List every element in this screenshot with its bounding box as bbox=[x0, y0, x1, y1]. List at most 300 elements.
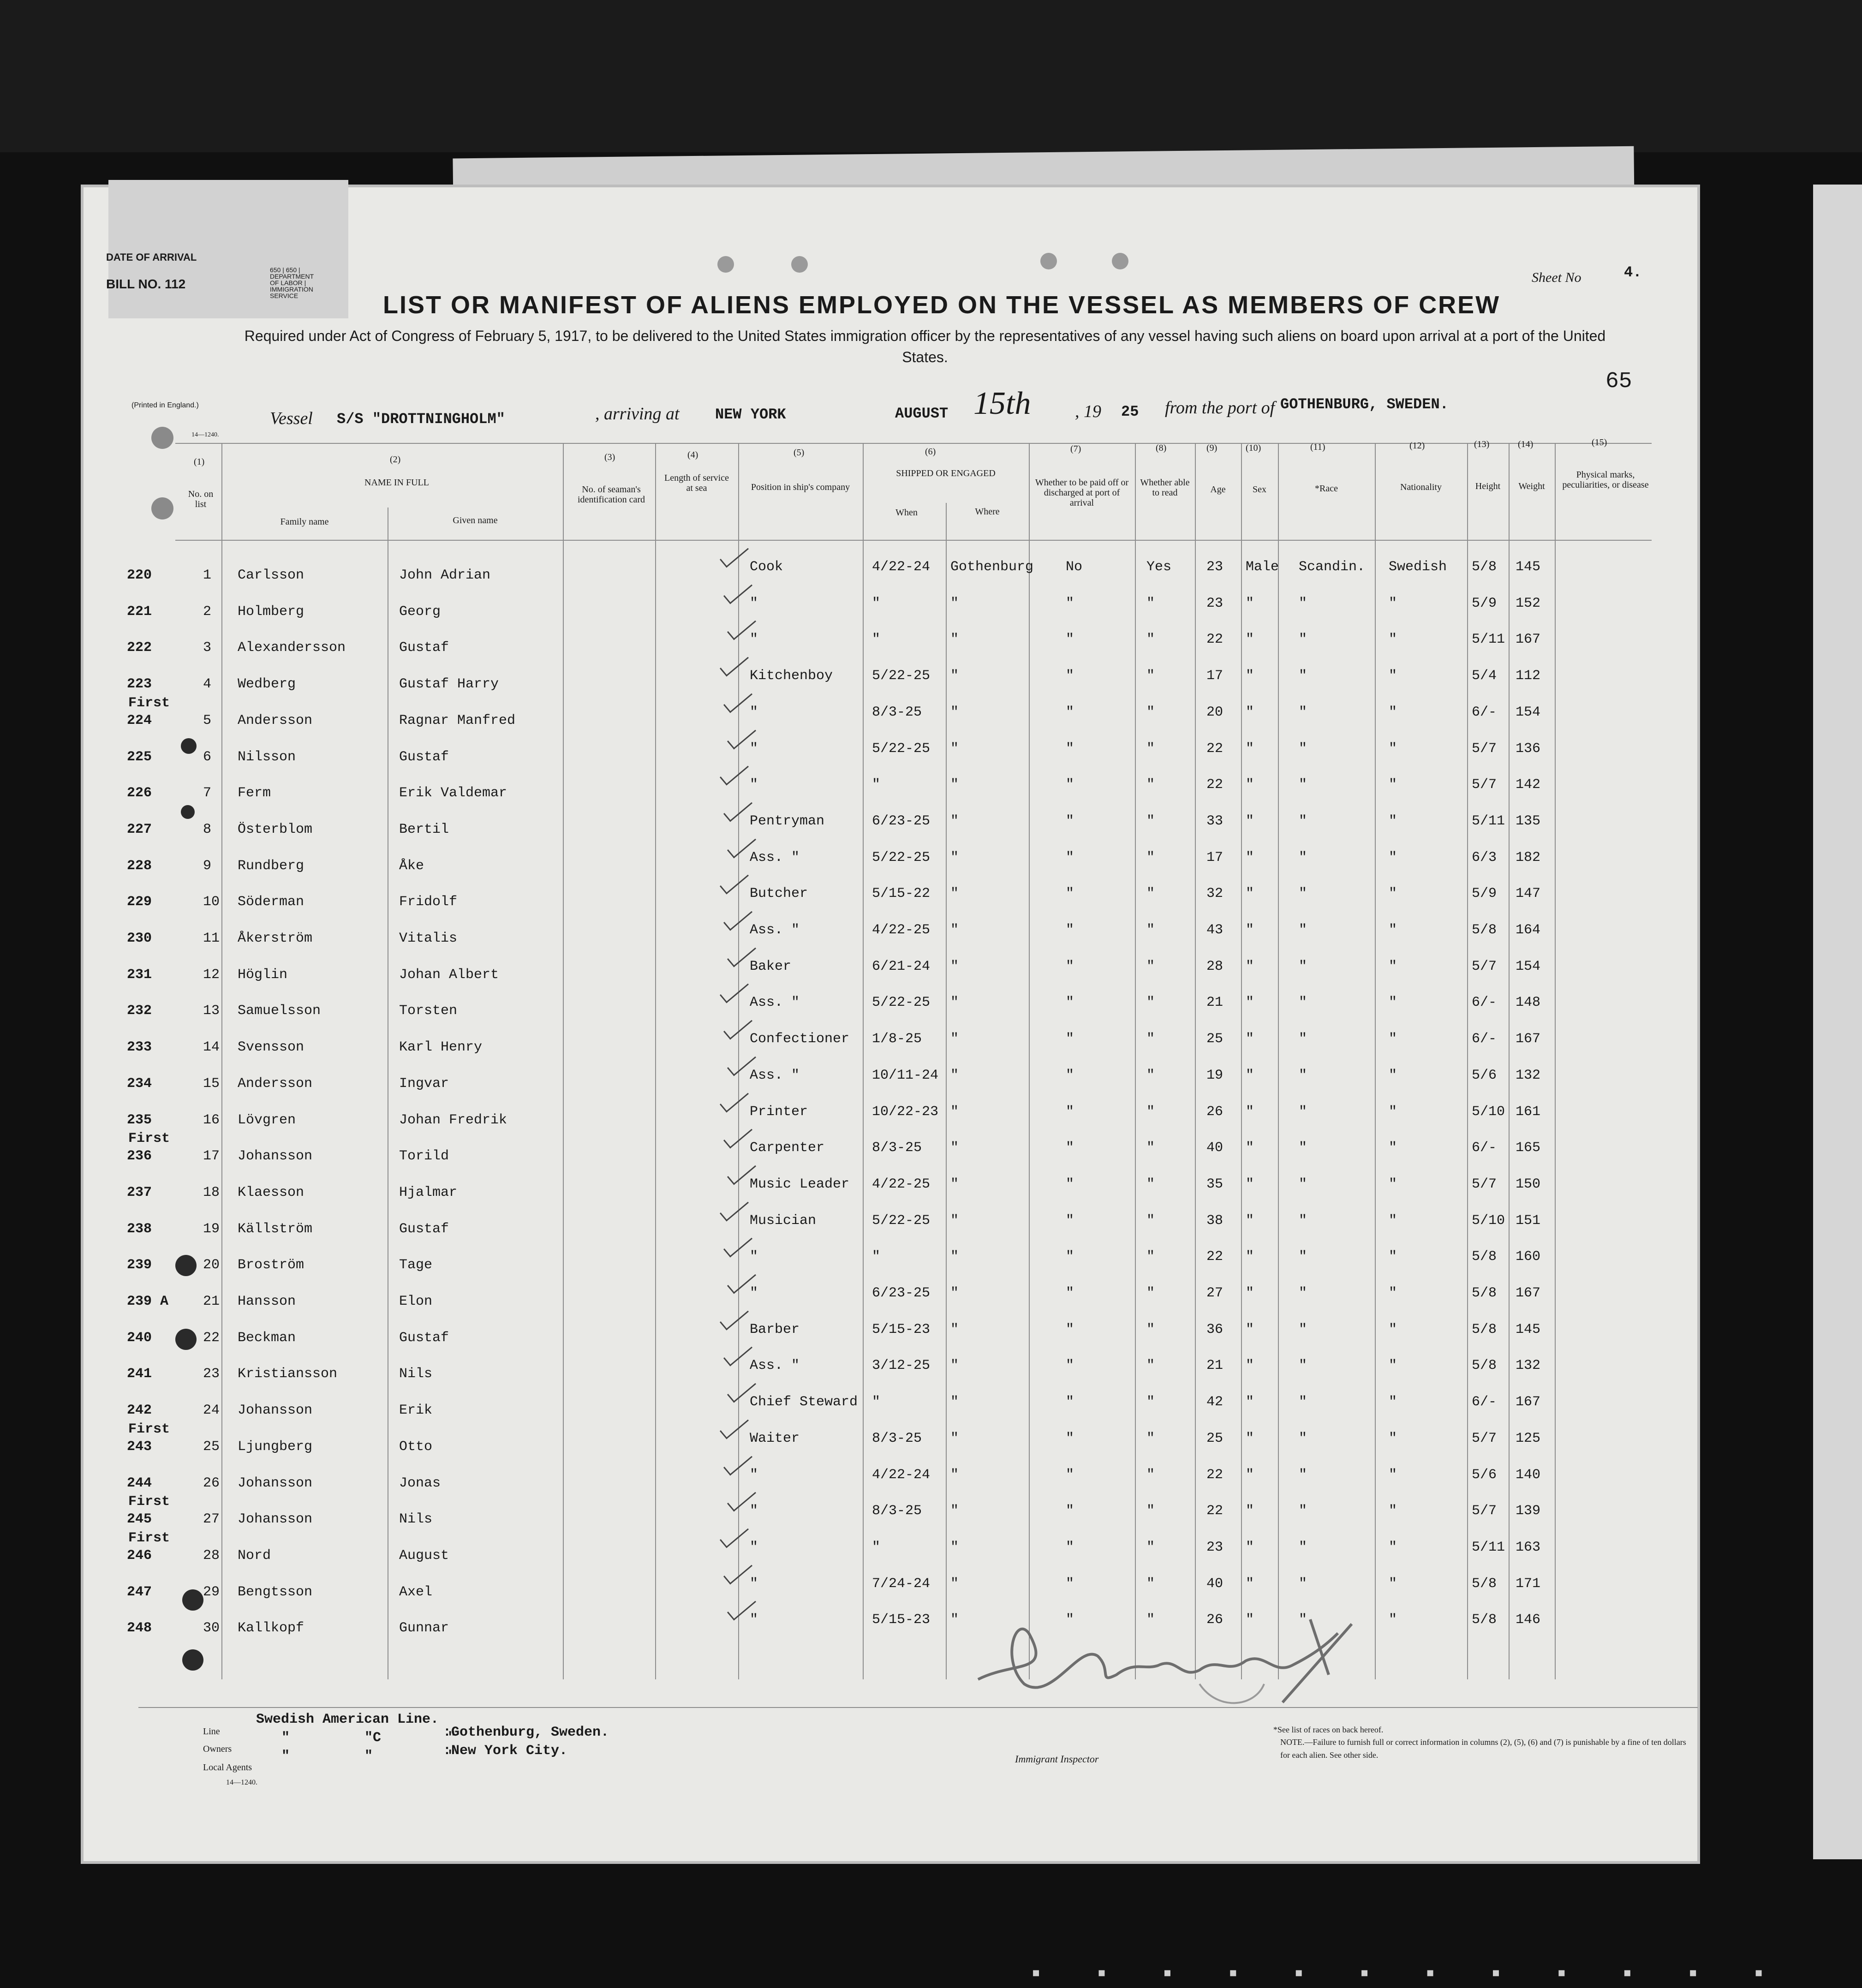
shipped-when: 4/22-25 bbox=[872, 922, 931, 938]
sex: Male bbox=[1246, 559, 1279, 575]
col2-family-header: Family name bbox=[280, 517, 329, 527]
able-to-read: " bbox=[1146, 1140, 1155, 1156]
family-name: Höglin bbox=[238, 967, 288, 983]
nationality: " bbox=[1389, 1321, 1397, 1337]
shipped-when: " bbox=[872, 632, 881, 648]
col3-number: (3) bbox=[604, 452, 615, 462]
races-note: *See list of races on back hereof. bbox=[1273, 1725, 1384, 1734]
position: Cook bbox=[750, 559, 783, 575]
given-name: Tage bbox=[399, 1257, 433, 1273]
sex: " bbox=[1246, 1321, 1254, 1337]
row-number: 13 bbox=[203, 1003, 220, 1019]
reference-number: 239 bbox=[127, 1257, 152, 1273]
sex: " bbox=[1246, 1104, 1254, 1120]
sex: " bbox=[1246, 1212, 1254, 1229]
nationality: " bbox=[1389, 1140, 1397, 1156]
race: " bbox=[1299, 1612, 1307, 1628]
given-name: Johan Fredrik bbox=[399, 1112, 507, 1128]
race: " bbox=[1299, 1394, 1307, 1410]
position: Waiter bbox=[750, 1430, 800, 1446]
weight: 132 bbox=[1516, 1358, 1541, 1374]
row-number: 7 bbox=[203, 785, 212, 801]
nationality: " bbox=[1389, 777, 1397, 793]
paid-off: " bbox=[1066, 1285, 1074, 1301]
row-number: 12 bbox=[203, 967, 220, 983]
col2-header: NAME IN FULL bbox=[364, 478, 429, 488]
paid-off: No bbox=[1066, 559, 1083, 575]
nationality: " bbox=[1389, 958, 1397, 974]
given-name: Bertil bbox=[399, 821, 449, 837]
age: 22 bbox=[1206, 777, 1223, 793]
arrival-year: 25 bbox=[1121, 403, 1139, 420]
able-to-read: " bbox=[1146, 740, 1155, 757]
race: " bbox=[1299, 1467, 1307, 1483]
position: " bbox=[750, 704, 758, 720]
position: " bbox=[750, 1249, 758, 1265]
family-name: Nord bbox=[238, 1547, 271, 1564]
row-number: 23 bbox=[203, 1366, 220, 1382]
nationality: " bbox=[1389, 595, 1397, 611]
race: " bbox=[1299, 668, 1307, 684]
row-number: 4 bbox=[203, 676, 212, 693]
line-label: Line bbox=[203, 1726, 220, 1737]
punch-hole-icon bbox=[717, 256, 734, 273]
position: " bbox=[750, 1576, 758, 1592]
height: 5/11 bbox=[1472, 1539, 1505, 1555]
race: " bbox=[1299, 632, 1307, 648]
row-number: 9 bbox=[203, 858, 212, 874]
position: Musician bbox=[750, 1212, 817, 1229]
position: Pentryman bbox=[750, 813, 825, 829]
shipped-when: 3/12-25 bbox=[872, 1358, 931, 1374]
nationality: " bbox=[1389, 1539, 1397, 1555]
reference-number: 224 bbox=[127, 712, 152, 728]
race: " bbox=[1299, 849, 1307, 866]
height: 5/8 bbox=[1472, 559, 1497, 575]
reference-number: 241 bbox=[127, 1366, 152, 1382]
shipped-when: 8/3-25 bbox=[872, 1140, 922, 1156]
reference-number: 247 bbox=[127, 1584, 152, 1600]
reference-number: 221 bbox=[127, 603, 152, 620]
col4-number: (4) bbox=[687, 450, 698, 460]
weight: 167 bbox=[1516, 632, 1541, 648]
race: " bbox=[1299, 958, 1307, 974]
able-to-read: " bbox=[1146, 1285, 1155, 1301]
nationality: " bbox=[1389, 849, 1397, 866]
paid-off: " bbox=[1066, 1467, 1074, 1483]
row-number: 10 bbox=[203, 894, 220, 910]
age: 40 bbox=[1206, 1576, 1223, 1592]
shipped-where: " bbox=[950, 813, 959, 829]
nationality: " bbox=[1389, 1430, 1397, 1446]
col6-where-header: Where bbox=[975, 507, 1000, 517]
given-name: Gustaf Harry bbox=[399, 676, 499, 693]
col9-number: (9) bbox=[1206, 443, 1217, 453]
owners-address: :Gothenburg, Sweden. bbox=[443, 1725, 609, 1740]
given-name: Hjalmar bbox=[399, 1184, 458, 1200]
reference-number: 233 bbox=[127, 1039, 152, 1056]
shipped-where: " bbox=[950, 704, 959, 720]
family-name: Lövgren bbox=[238, 1112, 296, 1128]
family-name: Österblom bbox=[238, 821, 313, 837]
nationality: " bbox=[1389, 1176, 1397, 1192]
position: Confectioner bbox=[750, 1031, 850, 1047]
column-divider bbox=[946, 503, 947, 1679]
position: " bbox=[750, 1285, 758, 1301]
paid-off: " bbox=[1066, 704, 1074, 720]
shipped-where: " bbox=[950, 1321, 959, 1337]
weight: 150 bbox=[1516, 1176, 1541, 1192]
shipped-when: " bbox=[872, 777, 881, 793]
height: 5/10 bbox=[1472, 1212, 1505, 1229]
age: 38 bbox=[1206, 1212, 1223, 1229]
shipped-where: " bbox=[950, 668, 959, 684]
height: 6/- bbox=[1472, 1140, 1497, 1156]
weight: 167 bbox=[1516, 1031, 1541, 1047]
date-of-arrival-label: DATE OF ARRIVAL bbox=[106, 251, 197, 263]
weight: 164 bbox=[1516, 922, 1541, 938]
sex: " bbox=[1246, 632, 1254, 648]
shipped-where: " bbox=[950, 849, 959, 866]
col4-header: Length of service at sea bbox=[664, 473, 729, 493]
weight: 139 bbox=[1516, 1503, 1541, 1519]
sheet-number-label: Sheet No bbox=[1532, 270, 1582, 285]
column-divider bbox=[563, 443, 564, 1679]
race: Scandin. bbox=[1299, 559, 1366, 575]
weight: 136 bbox=[1516, 740, 1541, 757]
able-to-read: " bbox=[1146, 1176, 1155, 1192]
agents-address: :New York City. bbox=[443, 1743, 568, 1759]
shipped-where: " bbox=[950, 740, 959, 757]
able-to-read: " bbox=[1146, 1394, 1155, 1410]
family-name: Hansson bbox=[238, 1294, 296, 1309]
col6-number: (6) bbox=[925, 447, 936, 457]
family-name: Kristiansson bbox=[238, 1366, 338, 1382]
local-agents-label: Local Agents bbox=[203, 1762, 252, 1773]
given-name: Otto bbox=[399, 1439, 433, 1455]
col5-number: (5) bbox=[794, 448, 805, 458]
able-to-read: " bbox=[1146, 1539, 1155, 1555]
able-to-read: " bbox=[1146, 704, 1155, 720]
shipped-where: " bbox=[950, 1394, 959, 1410]
family-name: Wedberg bbox=[238, 676, 296, 693]
paid-off: " bbox=[1066, 1176, 1074, 1192]
col8-number: (8) bbox=[1156, 443, 1167, 453]
row-number: 1 bbox=[203, 567, 212, 583]
shipped-when: 8/3-25 bbox=[872, 1503, 922, 1519]
nationality: " bbox=[1389, 1067, 1397, 1083]
sex: " bbox=[1246, 1358, 1254, 1374]
race: " bbox=[1299, 1140, 1307, 1156]
shipped-where: " bbox=[950, 1031, 959, 1047]
age: 19 bbox=[1206, 1067, 1223, 1083]
shipped-when: " bbox=[872, 1539, 881, 1555]
paid-off: " bbox=[1066, 1358, 1074, 1374]
able-to-read: " bbox=[1146, 777, 1155, 793]
sex: " bbox=[1246, 958, 1254, 974]
able-to-read: " bbox=[1146, 1104, 1155, 1120]
row-number: 24 bbox=[203, 1403, 220, 1419]
vessel-name: S/S "DROTTNINGHOLM" bbox=[337, 411, 505, 428]
adjacent-page-edge bbox=[1813, 185, 1862, 1859]
nationality: " bbox=[1389, 995, 1397, 1011]
paid-off: " bbox=[1066, 958, 1074, 974]
position: " bbox=[750, 1467, 758, 1483]
family-name: Samuelsson bbox=[238, 1003, 321, 1019]
sex: " bbox=[1246, 1394, 1254, 1410]
sex: " bbox=[1246, 1430, 1254, 1446]
race: " bbox=[1299, 1104, 1307, 1120]
first-class-marker: First bbox=[128, 1494, 170, 1510]
sex: " bbox=[1246, 886, 1254, 902]
position: " bbox=[750, 777, 758, 793]
paid-off: " bbox=[1066, 1067, 1074, 1083]
nationality: " bbox=[1389, 886, 1397, 902]
paid-off: " bbox=[1066, 1430, 1074, 1446]
punch-hole-icon bbox=[181, 805, 195, 819]
paid-off: " bbox=[1066, 668, 1074, 684]
nationality: " bbox=[1389, 632, 1397, 648]
sex: " bbox=[1246, 1067, 1254, 1083]
row-number: 17 bbox=[203, 1148, 220, 1164]
sex: " bbox=[1246, 1612, 1254, 1628]
height: 5/7 bbox=[1472, 740, 1497, 757]
reference-number: 223 bbox=[127, 676, 152, 693]
shipped-where: " bbox=[950, 1176, 959, 1192]
position: Butcher bbox=[750, 886, 808, 902]
able-to-read: " bbox=[1146, 1358, 1155, 1374]
race: " bbox=[1299, 1430, 1307, 1446]
local-agents-value: " " " bbox=[281, 1749, 456, 1764]
nationality: " bbox=[1389, 704, 1397, 720]
position: Kitchenboy bbox=[750, 668, 833, 684]
weight: 167 bbox=[1516, 1285, 1541, 1301]
age: 23 bbox=[1206, 559, 1223, 575]
shipped-where: " bbox=[950, 1539, 959, 1555]
shipped-when: " bbox=[872, 1249, 881, 1265]
column-divider bbox=[1029, 443, 1030, 1679]
race: " bbox=[1299, 740, 1307, 757]
col2-given-header: Given name bbox=[453, 515, 498, 525]
given-name: Gustaf bbox=[399, 1330, 449, 1346]
paid-off: " bbox=[1066, 632, 1074, 648]
col14-number: (14) bbox=[1518, 439, 1534, 449]
row-number: 25 bbox=[203, 1439, 220, 1455]
reference-number: 236 bbox=[127, 1148, 152, 1164]
sex: " bbox=[1246, 922, 1254, 938]
punch-hole-icon bbox=[182, 1589, 203, 1611]
inspector-signature bbox=[960, 1606, 1375, 1716]
arriving-label: , arriving at bbox=[595, 404, 680, 424]
shipped-when: 1/8-25 bbox=[872, 1031, 922, 1047]
position: " bbox=[750, 1539, 758, 1555]
position: " bbox=[750, 740, 758, 757]
shipped-when: 6/21-24 bbox=[872, 958, 931, 974]
given-name: Nils bbox=[399, 1366, 433, 1382]
paid-off: " bbox=[1066, 1249, 1074, 1265]
height: 5/9 bbox=[1472, 886, 1497, 902]
shipped-where: " bbox=[950, 958, 959, 974]
row-number: 26 bbox=[203, 1475, 220, 1491]
column-divider bbox=[1555, 443, 1556, 1679]
reference-number: 222 bbox=[127, 640, 152, 656]
reference-number: 237 bbox=[127, 1184, 152, 1200]
given-name: Karl Henry bbox=[399, 1039, 483, 1056]
nationality: " bbox=[1389, 740, 1397, 757]
age: 32 bbox=[1206, 886, 1223, 902]
sex: " bbox=[1246, 849, 1254, 866]
arrival-port: NEW YORK bbox=[715, 406, 786, 423]
able-to-read: " bbox=[1146, 995, 1155, 1011]
position: Chief Steward bbox=[750, 1394, 858, 1410]
sex: " bbox=[1246, 740, 1254, 757]
inspector-label: Immigrant Inspector bbox=[1015, 1753, 1099, 1765]
sheet-number-value: 4. bbox=[1624, 264, 1642, 281]
shipped-where: " bbox=[950, 995, 959, 1011]
departure-port: GOTHENBURG, SWEDEN. bbox=[1280, 396, 1449, 413]
given-name: Ragnar Manfred bbox=[399, 712, 516, 728]
footer-form-number: 14—1240. bbox=[226, 1779, 257, 1786]
row-number: 3 bbox=[203, 640, 212, 656]
family-name: Andersson bbox=[238, 1075, 313, 1092]
given-name: Elon bbox=[399, 1294, 433, 1309]
shipped-when: 5/15-23 bbox=[872, 1612, 931, 1628]
family-name: Ljungberg bbox=[238, 1439, 313, 1455]
row-number: 8 bbox=[203, 821, 212, 837]
form-codes: 650 | 650 | DEPARTMENT OF LABOR | IMMIGRATION SERVICE bbox=[270, 266, 314, 299]
col14-header: Weight bbox=[1518, 481, 1545, 491]
reference-number: 225 bbox=[127, 749, 152, 765]
shipped-where: " bbox=[950, 1467, 959, 1483]
weight: 152 bbox=[1516, 595, 1541, 611]
weight: 171 bbox=[1516, 1576, 1541, 1592]
shipped-when: 6/23-25 bbox=[872, 813, 931, 829]
height: 5/8 bbox=[1472, 1612, 1497, 1628]
column-divider bbox=[1375, 443, 1376, 1679]
sex: " bbox=[1246, 1467, 1254, 1483]
able-to-read: " bbox=[1146, 1576, 1155, 1592]
page-number: 65 bbox=[1605, 369, 1632, 394]
able-to-read: " bbox=[1146, 1612, 1155, 1628]
punch-hole-icon bbox=[151, 497, 173, 519]
height: 5/6 bbox=[1472, 1467, 1497, 1483]
row-number: 14 bbox=[203, 1039, 220, 1056]
row-number: 27 bbox=[203, 1511, 220, 1528]
sex: " bbox=[1246, 704, 1254, 720]
shipped-when: 6/23-25 bbox=[872, 1285, 931, 1301]
weight: 112 bbox=[1516, 668, 1541, 684]
shipped-when: 5/22-25 bbox=[872, 995, 931, 1011]
shipped-where: " bbox=[950, 1612, 959, 1628]
position: Music Leader bbox=[750, 1176, 850, 1192]
height: 5/8 bbox=[1472, 922, 1497, 938]
col8-header: Whether able to read bbox=[1140, 478, 1190, 498]
age: 42 bbox=[1206, 1394, 1223, 1410]
punch-hole-icon bbox=[791, 256, 808, 273]
form-number: 14—1240. bbox=[191, 431, 219, 438]
arrival-day: 15th bbox=[973, 386, 1031, 421]
family-name: Carlsson bbox=[238, 567, 304, 583]
sex: " bbox=[1246, 1140, 1254, 1156]
sex: " bbox=[1246, 1285, 1254, 1301]
reference-number: 230 bbox=[127, 931, 152, 946]
paid-off: " bbox=[1066, 1031, 1074, 1047]
position: Ass. " bbox=[750, 922, 800, 938]
row-number: 21 bbox=[203, 1294, 220, 1309]
punch-hole-icon bbox=[1112, 253, 1128, 269]
column-divider bbox=[1467, 443, 1468, 1679]
height: 5/7 bbox=[1472, 1430, 1497, 1446]
weight: 125 bbox=[1516, 1430, 1541, 1446]
column-divider bbox=[1195, 443, 1196, 1679]
paid-off: " bbox=[1066, 1576, 1074, 1592]
age: 22 bbox=[1206, 740, 1223, 757]
paid-off: " bbox=[1066, 740, 1074, 757]
nationality: " bbox=[1389, 1358, 1397, 1374]
height: 5/8 bbox=[1472, 1321, 1497, 1337]
col1-number: (1) bbox=[194, 457, 205, 467]
nationality: " bbox=[1389, 1285, 1397, 1301]
shipped-where: " bbox=[950, 1104, 959, 1120]
page-subtitle: Required under Act of Congress of February 5, 1917, to be delivered to the United States immigration officer by the representatives of any vessel having such aliens on board upon arrival at a port of the United States. bbox=[244, 328, 1606, 365]
family-name: Rundberg bbox=[238, 858, 304, 874]
position: Ass. " bbox=[750, 995, 800, 1011]
race: " bbox=[1299, 1176, 1307, 1192]
sex: " bbox=[1246, 1576, 1254, 1592]
height: 5/8 bbox=[1472, 1285, 1497, 1301]
age: 23 bbox=[1206, 595, 1223, 611]
able-to-read: " bbox=[1146, 1467, 1155, 1483]
col13-number: (13) bbox=[1474, 439, 1490, 449]
able-to-read: " bbox=[1146, 849, 1155, 866]
shipped-when: 5/15-22 bbox=[872, 886, 931, 902]
reference-number: 227 bbox=[127, 821, 152, 837]
shipped-where: " bbox=[950, 1430, 959, 1446]
shipped-when: 8/3-25 bbox=[872, 1430, 922, 1446]
column-divider bbox=[1241, 443, 1242, 1679]
family-name: Åkerström bbox=[238, 931, 313, 946]
height: 5/6 bbox=[1472, 1067, 1497, 1083]
column-divider bbox=[1135, 443, 1136, 1679]
family-name: Klaesson bbox=[238, 1184, 304, 1200]
age: 21 bbox=[1206, 995, 1223, 1011]
position: Baker bbox=[750, 958, 792, 974]
height: 5/8 bbox=[1472, 1576, 1497, 1592]
shipped-when: 5/15-23 bbox=[872, 1321, 931, 1337]
from-port-label: from the port of bbox=[1165, 398, 1275, 418]
paid-off: " bbox=[1066, 595, 1074, 611]
able-to-read: " bbox=[1146, 1031, 1155, 1047]
weight: 161 bbox=[1516, 1104, 1541, 1120]
shipped-where: " bbox=[950, 1212, 959, 1229]
shipped-when: 4/22-24 bbox=[872, 1467, 931, 1483]
sex: " bbox=[1246, 1539, 1254, 1555]
given-name: Åke bbox=[399, 858, 424, 874]
header-top-rule bbox=[175, 443, 1652, 444]
shipped-when: 7/24-24 bbox=[872, 1576, 931, 1592]
shipped-where: " bbox=[950, 595, 959, 611]
position: " bbox=[750, 1612, 758, 1628]
able-to-read: " bbox=[1146, 1212, 1155, 1229]
weight: 165 bbox=[1516, 1140, 1541, 1156]
shipped-where: " bbox=[950, 886, 959, 902]
position: Printer bbox=[750, 1104, 808, 1120]
first-class-marker: First bbox=[128, 1530, 170, 1546]
shipped-when: 8/3-25 bbox=[872, 704, 922, 720]
given-name: Erik Valdemar bbox=[399, 785, 507, 801]
nationality: Swedish bbox=[1389, 559, 1447, 575]
age: 25 bbox=[1206, 1031, 1223, 1047]
